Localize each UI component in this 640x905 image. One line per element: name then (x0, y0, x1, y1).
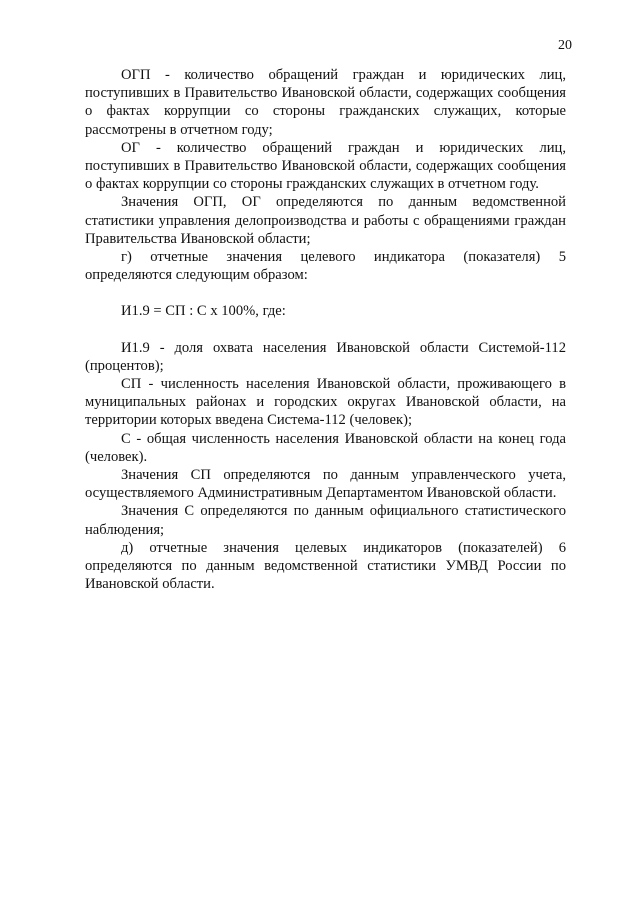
definition-c: С - общая численность населения Ивановской области на конец года (человек). (85, 430, 566, 465)
document-body (85, 66, 566, 593)
values-ogp-og-source: Значения ОГП, ОГ определяются по данным ведомственной статистики управления делопроизводства и работы с обращениями граждан Правительства Ивановской области; (85, 194, 566, 247)
item-g-indicator-5: г) отчетные значения целевого индикатора (показателя) 5 определяются следующим образом: (85, 249, 566, 284)
values-c-source: Значения С определяются по данным официального статистического наблюдения; (85, 503, 566, 538)
definition-og: ОГ - количество обращений граждан и юридических лиц, поступивших в Правительство Ивановской области, содержащих сообщения о фактах коррупции со стороны гражданских служащих в отчетном году. (85, 139, 566, 193)
definition-ogp: ОГП - количество обращений граждан и юридических лиц, поступивших в Правительство Ивановской области, содержащих сообщения о фактах коррупции со стороны гражданских служащих, которые рассмотрены в отчетном году; (85, 67, 566, 138)
values-sp-source: Значения СП определяются по данным управленческого учета, осуществляемого Административным Департаментом Ивановской области. (85, 467, 566, 502)
item-d-indicators-6: д) отчетные значения целевых индикаторов (показателей) 6 определяются по данным ведомственной статистики УМВД России по Ивановской области. (85, 539, 566, 593)
definition-i1-9: И1.9 - доля охвата населения Ивановской области Системой-112 (процентов); (85, 339, 566, 374)
formula-i1-9: И1.9 = СП : С x 100%, где: (121, 303, 286, 320)
page-number: 20 (558, 38, 572, 53)
definition-sp: СП - численность населения Ивановской области, проживающего в муниципальных районах и городских округах Ивановской области, на территории которых введена Система-112 (человек); (85, 376, 566, 429)
